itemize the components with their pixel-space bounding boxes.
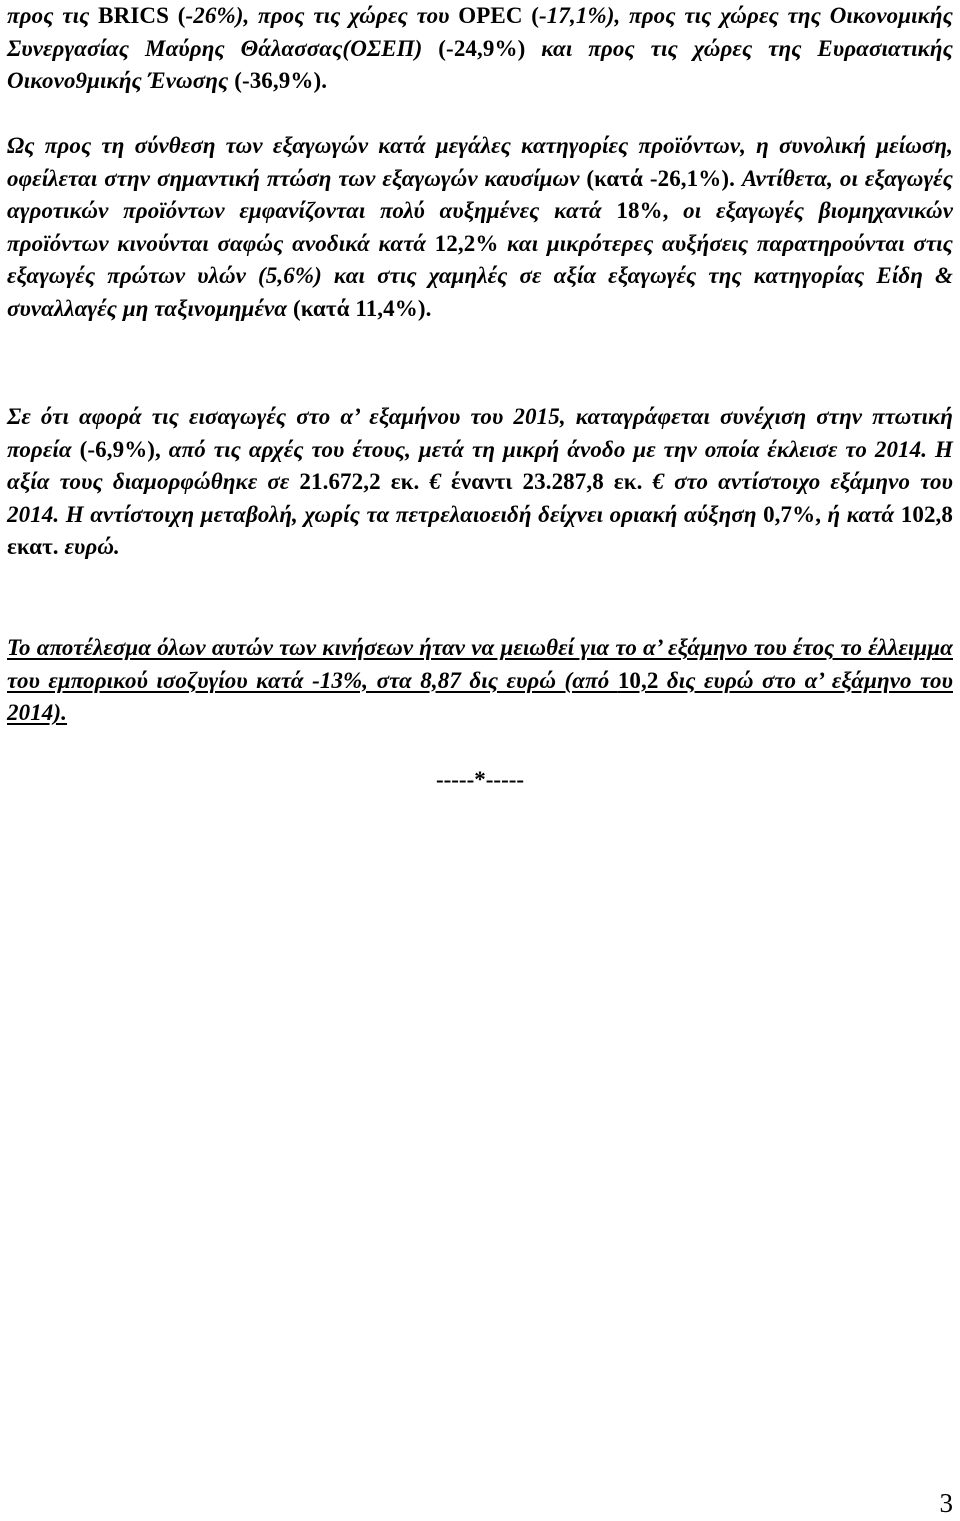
paragraph-imports-first-half <box>7 401 953 564</box>
paragraph-exports-by-category <box>7 130 953 325</box>
text-segment: ( <box>168 3 186 28</box>
text-segment: 102,8 εκατ. <box>7 501 953 559</box>
text-segment: 0,7%, <box>763 501 822 527</box>
text-segment: 21.672,2 εκ. <box>299 469 420 494</box>
paragraph-trade-regions <box>7 0 953 98</box>
section-separator: -----*----- <box>435 767 525 792</box>
text-segment: (-6,9%), <box>79 436 161 462</box>
text-segment: Αντίθετα, οι εξαγωγές αγροτικών προϊόντων εμφανίζονται πολύ αυξημένες κατά <box>7 165 954 223</box>
text-segment: -26%), προς τις χώρες του <box>185 3 459 28</box>
text-segment: Σε ότι αφορά τις εισαγωγές στο α’ εξαμήνου του 2015, καταγράφεται συνέχιση στην πτωτική πορεία <box>7 404 953 462</box>
text-segment: και προς τις χώρες της Ευρασιατικής Οικονο9μικής Ένωσης <box>7 35 953 93</box>
text-segment: ευρώ. <box>58 534 120 559</box>
text-segment: € <box>419 469 451 494</box>
text-segment: 12,2% <box>434 230 499 256</box>
text-segment: (-24,9%) <box>438 35 542 61</box>
text-segment: 10,2 <box>617 667 659 693</box>
text-segment: δις ευρώ στο α’ εξάμηνο του 2014). <box>7 667 953 725</box>
text-segment: (κατά -26,1%). <box>586 165 742 191</box>
text-segment: από τις αρχές του έτους, μετά τη μικρή άνοδο με την οποία έκλεισε το 2014. Η αξία τους διαμορφώθηκε σε <box>7 436 953 494</box>
text-segment: (-36,9%). <box>234 68 328 93</box>
text-segment: ή κατά <box>821 501 901 527</box>
text-segment: OPEC ( <box>458 3 540 28</box>
text-segment: Το αποτέλεσμα όλων αυτών των κινήσεων ήταν να μειωθεί για το α’ εξάμηνο του έτος το έλλειμμα του εμπορικού ισοζυγίου κατά -13%, στα 8,87 δις ευρώ (από <box>7 635 953 693</box>
paragraph-trade-deficit-summary <box>7 632 953 730</box>
text-segment: (κατά 11,4%). <box>292 295 432 321</box>
text-segment: BRICS <box>98 3 169 28</box>
text-segment: έναντι 23.287,8 εκ. <box>450 469 643 494</box>
text-segment: προς τις <box>7 3 99 28</box>
text-segment: οι εξαγωγές βιομηχανικών προϊόντων κινούνται σαφώς ανοδικά κατά <box>7 198 954 256</box>
page-number: 3 <box>939 1488 953 1518</box>
text-segment: 18%, <box>616 198 669 223</box>
text-segment: Ως προς τη σύνθεση των εξαγωγών κατά μεγάλες κατηγορίες προϊόντων, η συνολική μείωση, οφείλεται στην σημαντική πτώση των εξαγωγών καυσίμων <box>7 133 953 191</box>
text-segment: -17,1%), προς τις χώρες της Οικονομικής Συνεργασίας Μαύρης Θάλασσας(ΟΣΕΠ) <box>7 3 954 61</box>
text-segment: και μικρότερες αυξήσεις παρατηρούνται στις εξαγωγές πρώτων υλών (5,6%) και στις χαμηλές σε αξία εξαγωγές της κατηγορίας Είδη & συναλλαγές μη ταξινομημένα <box>7 230 953 321</box>
text-segment: € στο αντίστοιχο εξάμηνο του 2014. Η αντίστοιχη μεταβολή, χωρίς τα πετρελαιοειδή δείχνει οριακή αύξηση <box>7 469 954 527</box>
